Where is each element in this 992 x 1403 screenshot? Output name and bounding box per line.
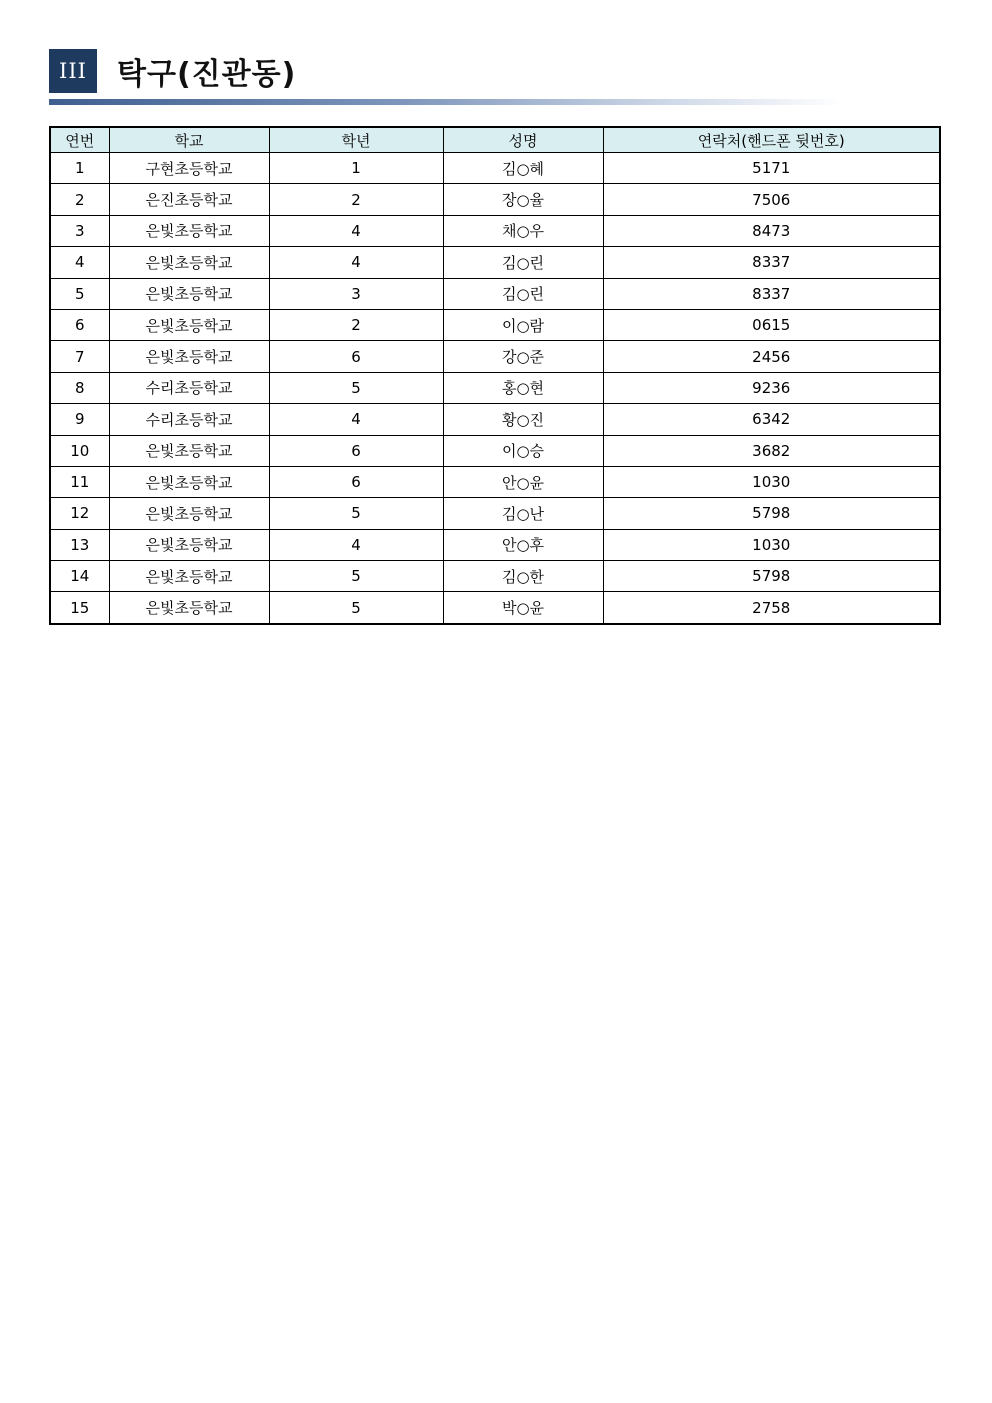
- cell-grade: 1: [269, 153, 443, 184]
- cell-no: 5: [50, 278, 109, 309]
- cell-no: 13: [50, 529, 109, 560]
- cell-phone: 3682: [603, 435, 940, 466]
- cell-grade: 4: [269, 529, 443, 560]
- section-number-badge: III: [49, 49, 97, 93]
- cell-phone: 1030: [603, 529, 940, 560]
- table-row: [50, 498, 940, 529]
- cell-name: 채○우: [443, 215, 603, 246]
- cell-phone: 8337: [603, 247, 940, 278]
- cell-school: 은빛초등학교: [109, 498, 269, 529]
- cell-no: 1: [50, 153, 109, 184]
- cell-grade: 4: [269, 247, 443, 278]
- table-row: [50, 341, 940, 372]
- cell-school: 은빛초등학교: [109, 466, 269, 497]
- table-row: [50, 153, 940, 184]
- table-header: [50, 127, 940, 153]
- cell-name: 김○난: [443, 498, 603, 529]
- cell-school: 수리초등학교: [109, 404, 269, 435]
- cell-name: 장○율: [443, 184, 603, 215]
- participant-table: [49, 126, 941, 625]
- cell-school: 구현초등학교: [109, 153, 269, 184]
- cell-no: 7: [50, 341, 109, 372]
- cell-name: 김○린: [443, 247, 603, 278]
- table-row: [50, 592, 940, 624]
- cell-school: 은빛초등학교: [109, 435, 269, 466]
- cell-phone: 6342: [603, 404, 940, 435]
- cell-grade: 2: [269, 309, 443, 340]
- cell-name: 황○진: [443, 404, 603, 435]
- cell-phone: 8337: [603, 278, 940, 309]
- table-row: [50, 435, 940, 466]
- cell-grade: 2: [269, 184, 443, 215]
- table-body: [50, 153, 940, 624]
- cell-grade: 5: [269, 498, 443, 529]
- cell-no: 12: [50, 498, 109, 529]
- column-header-no: 연번: [50, 127, 109, 153]
- cell-phone: 7506: [603, 184, 940, 215]
- column-header-grade: 학년: [269, 127, 443, 153]
- cell-no: 11: [50, 466, 109, 497]
- table-row: [50, 184, 940, 215]
- table-row: [50, 529, 940, 560]
- cell-school: 수리초등학교: [109, 372, 269, 403]
- cell-phone: 9236: [603, 372, 940, 403]
- cell-school: 은빛초등학교: [109, 309, 269, 340]
- cell-no: 3: [50, 215, 109, 246]
- cell-name: 박○윤: [443, 592, 603, 624]
- cell-no: 4: [50, 247, 109, 278]
- cell-phone: 0615: [603, 309, 940, 340]
- cell-grade: 6: [269, 435, 443, 466]
- cell-grade: 5: [269, 372, 443, 403]
- cell-phone: 1030: [603, 466, 940, 497]
- cell-grade: 6: [269, 466, 443, 497]
- table-row: [50, 309, 940, 340]
- section-header: [49, 49, 296, 93]
- cell-name: 홍○현: [443, 372, 603, 403]
- cell-grade: 5: [269, 592, 443, 624]
- cell-name: 김○혜: [443, 153, 603, 184]
- cell-name: 김○린: [443, 278, 603, 309]
- cell-school: 은진초등학교: [109, 184, 269, 215]
- section-title: 탁구(진관동): [117, 57, 297, 92]
- cell-name: 강○준: [443, 341, 603, 372]
- cell-name: 이○승: [443, 435, 603, 466]
- cell-name: 안○윤: [443, 466, 603, 497]
- table-row: [50, 466, 940, 497]
- cell-no: 8: [50, 372, 109, 403]
- cell-school: 은빛초등학교: [109, 341, 269, 372]
- cell-name: 이○람: [443, 309, 603, 340]
- cell-grade: 5: [269, 561, 443, 592]
- cell-phone: 5171: [603, 153, 940, 184]
- cell-phone: 5798: [603, 498, 940, 529]
- cell-no: 15: [50, 592, 109, 624]
- cell-grade: 4: [269, 404, 443, 435]
- table-row: [50, 404, 940, 435]
- cell-phone: 2456: [603, 341, 940, 372]
- cell-phone: 5798: [603, 561, 940, 592]
- cell-school: 은빛초등학교: [109, 592, 269, 624]
- cell-no: 10: [50, 435, 109, 466]
- cell-no: 6: [50, 309, 109, 340]
- column-header-school: 학교: [109, 127, 269, 153]
- cell-school: 은빛초등학교: [109, 215, 269, 246]
- table-row: [50, 215, 940, 246]
- table-row: [50, 561, 940, 592]
- cell-name: 김○한: [443, 561, 603, 592]
- cell-school: 은빛초등학교: [109, 529, 269, 560]
- table-row: [50, 372, 940, 403]
- cell-grade: 6: [269, 341, 443, 372]
- cell-no: 14: [50, 561, 109, 592]
- column-header-name: 성명: [443, 127, 603, 153]
- cell-school: 은빛초등학교: [109, 278, 269, 309]
- header-underline: [49, 99, 844, 105]
- table-row: [50, 247, 940, 278]
- cell-name: 안○후: [443, 529, 603, 560]
- table-row: [50, 278, 940, 309]
- cell-phone: 2758: [603, 592, 940, 624]
- cell-grade: 4: [269, 215, 443, 246]
- cell-phone: 8473: [603, 215, 940, 246]
- cell-school: 은빛초등학교: [109, 247, 269, 278]
- cell-no: 2: [50, 184, 109, 215]
- cell-grade: 3: [269, 278, 443, 309]
- header-row: [50, 127, 940, 153]
- column-header-phone: 연락처(핸드폰 뒷번호): [603, 127, 940, 153]
- cell-school: 은빛초등학교: [109, 561, 269, 592]
- cell-no: 9: [50, 404, 109, 435]
